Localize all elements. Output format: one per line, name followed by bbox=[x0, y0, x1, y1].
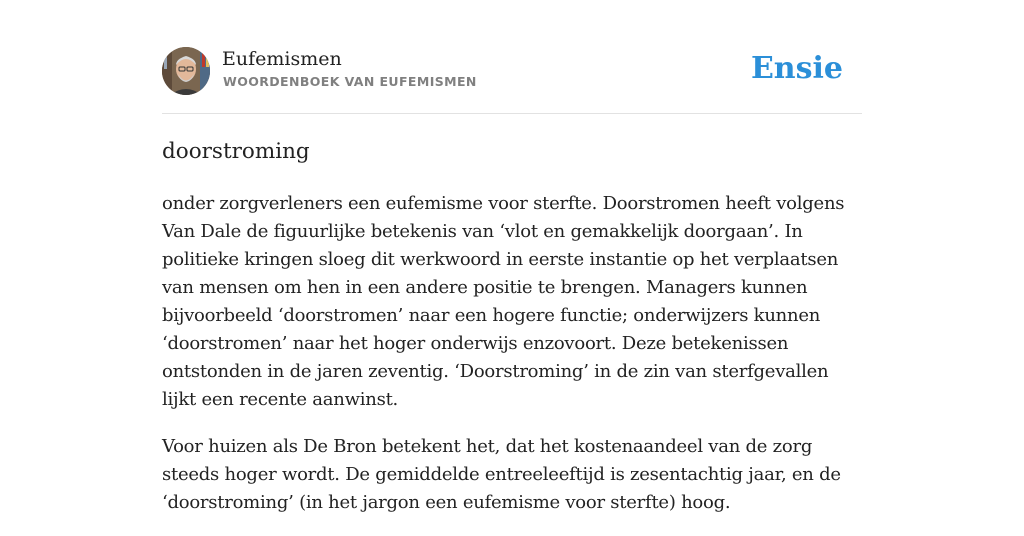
ensie-logo-link[interactable]: Ensie bbox=[750, 51, 843, 86]
author-portrait-icon[interactable] bbox=[162, 47, 210, 95]
site-subtitle: WOORDENBOEK VAN EUFEMISMEN bbox=[223, 74, 477, 89]
entry-definition bbox=[162, 190, 862, 536]
definition-paragraph: Voor huizen als De Bron betekent het, dat het kostenaandeel van de zorg steeds hoger wordt. De gemiddelde entreeleeftijd is zesentachtig jaar, en de ‘doorstroming’ (in het jargon een eufemisme voor sterfte) hoog. bbox=[162, 436, 841, 513]
site-header bbox=[162, 46, 862, 96]
site-name[interactable]: Eufemismen bbox=[222, 48, 342, 70]
entry-term: doorstroming bbox=[162, 139, 310, 164]
definition-paragraph: onder zorgverleners een eufemisme voor sterfte. Doorstromen heeft volgens Van Dale de figuurlijke betekenis van ‘vlot en gemakkelijk doorgaan’. In politieke kringen sloeg dit werkwoord in eerste instantie op het verplaatsen van mensen om hen in een andere positie te brengen. Managers kunnen bijvoorbeeld ‘doorstromen’ naar een hogere functie; onderwijzers kunnen ‘doorstromen’ naar het hoger onderwijs enzovoort. Deze betekenissen ontstonden in de jaren zeventig. ‘Doorstroming’ in de zin van sterfgevallen lijkt een recente aanwinst. bbox=[162, 193, 845, 410]
header-divider bbox=[162, 113, 862, 114]
